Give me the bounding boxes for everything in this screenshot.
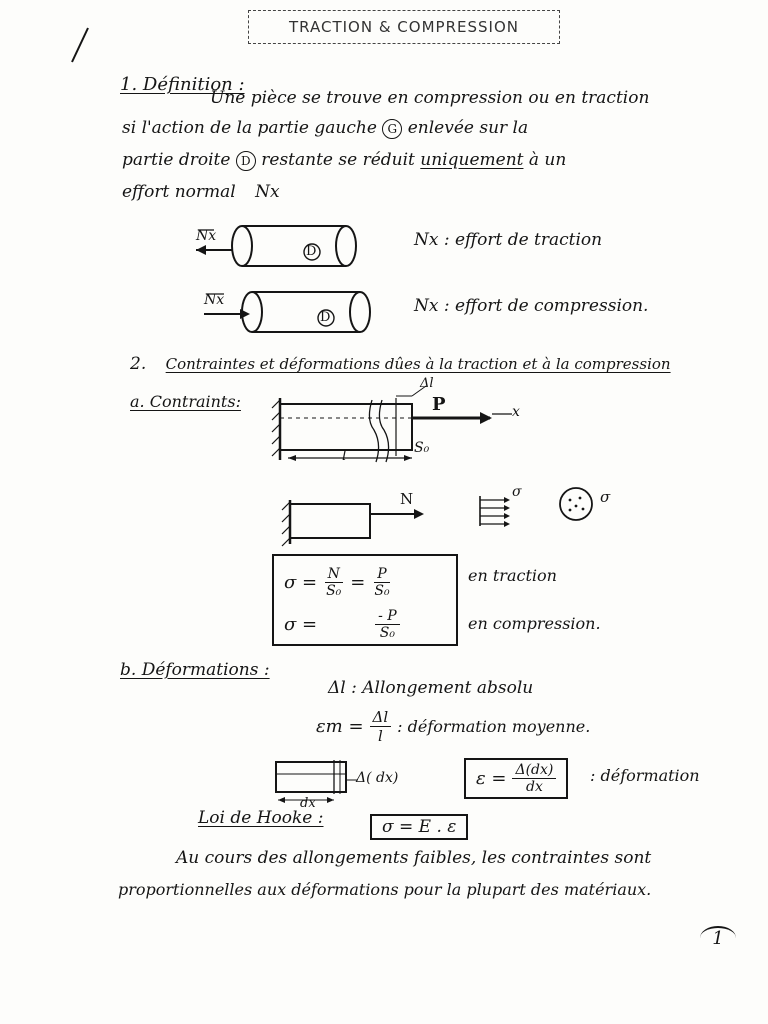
page-title-text: TRACTION & COMPRESSION	[289, 18, 519, 36]
bar-l-label: l	[342, 448, 347, 464]
definition-line-4: effort normal Nx	[122, 182, 280, 202]
hooke-heading: Loi de Hooke :	[198, 808, 324, 828]
circle-d-symbol: D	[236, 151, 256, 171]
traction-caption: Nx : effort de traction	[414, 230, 603, 250]
stress-formula-compression: σ = $\frac{- P}{\text{S₀}}$	[284, 608, 400, 641]
definition-line-3: partie droite D restante se réduit uniquement à un	[122, 150, 567, 170]
stress-sigma-label-1: σ	[512, 484, 522, 500]
page-number: 1	[700, 926, 736, 950]
strain-formula-box: ε = $\frac{\Delta(dx)}{dx}$	[464, 758, 568, 799]
compression-caption: Nx : effort de compression.	[414, 296, 649, 316]
compression-arrow-label: Nx	[204, 292, 225, 308]
traction-cylinder-d: D	[306, 244, 317, 259]
label-en-traction: en traction	[468, 566, 557, 585]
circle-g-symbol: G	[382, 119, 402, 139]
subsection-a-heading: a. Contraints:	[130, 392, 241, 411]
section2-heading: 2. Contraintes et déformations dûes à la traction et à la compression	[130, 354, 671, 374]
label-en-compression: en compression.	[468, 614, 601, 633]
traction-arrow-label: Nx	[196, 228, 217, 244]
conclusion-line-1: Au cours des allongements faibles, les contraintes sont	[176, 848, 652, 868]
strain-label: : déformation	[590, 766, 700, 785]
nx-vector: Nx	[255, 182, 280, 202]
allongement-absolu-text: Δl : Allongement absolu	[328, 678, 534, 698]
element-dx-label: dx	[300, 796, 316, 811]
bar-dl-label: Δl	[420, 376, 434, 391]
definition-line-2: si l'action de la partie gauche G enlevée sur la	[122, 118, 529, 138]
mean-strain-formula: εm = $\frac{\Delta l}{l}$ : déformation moyenne.	[316, 708, 591, 745]
hooke-formula-box: σ = E . ε	[370, 814, 468, 840]
conclusion-line-2: proportionnelles aux déformations pour la plupart des matériaux.	[118, 880, 652, 899]
compression-cylinder-d: D	[320, 310, 331, 325]
bar-N-label: N	[400, 490, 414, 508]
element-ddx-label: Δ( dx)	[356, 770, 399, 786]
stress-formula-traction: σ = $\frac{N}{\text{S₀}}$ = $\frac{P}{\text{S₀}}$	[284, 566, 390, 599]
section1-heading-text: 1. Définition :	[120, 74, 245, 95]
stress-sigma-label-2: σ	[600, 488, 611, 506]
section2-heading-text: Contraintes et déformations dûes à la traction et à la compression	[165, 355, 671, 373]
bar-x-label: x	[512, 404, 520, 420]
subsection-b-heading: b. Déformations :	[120, 660, 270, 680]
bar-s0-label: S₀	[414, 440, 430, 456]
definition-line-1: Une pièce se trouve en compression ou en traction	[210, 88, 650, 108]
bar-P-label: P	[432, 394, 446, 415]
